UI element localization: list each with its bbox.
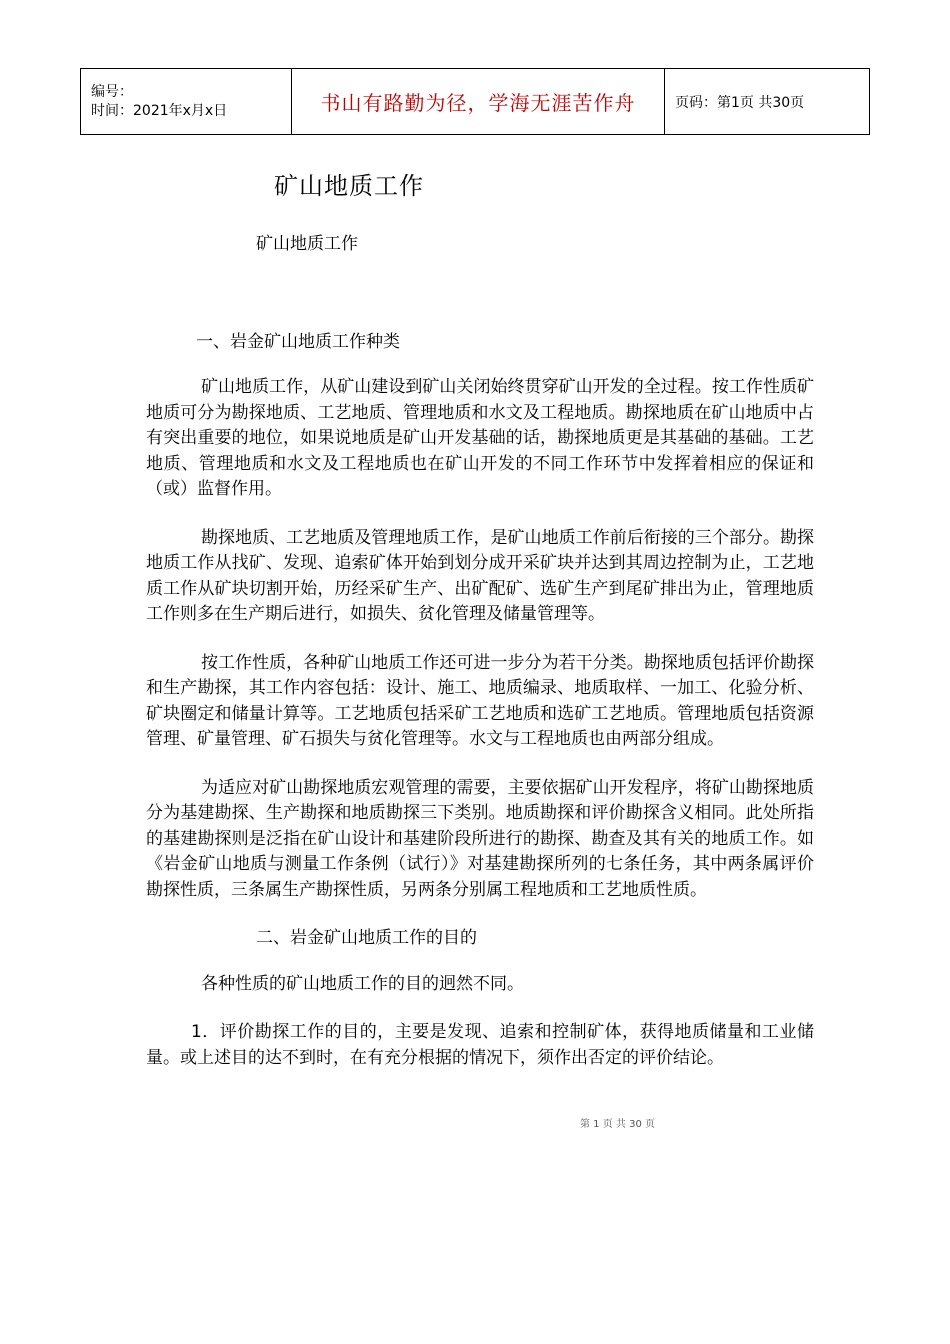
header-page-cell (665, 69, 870, 135)
header-table (80, 68, 870, 135)
document-title: 矿山地质工作 (274, 172, 424, 200)
paragraph-4: 为适应对矿山勘探地质宏观管理的需要，主要依据矿山开发程序，将矿山勘探地质分为基建勘探、生产勘探和地质勘探三下类别。地质勘探和评价勘探含义相同。此处所指的基建勘探则是泛指在矿山设计和基建阶段所进行的勘探、勘查及其有关的地质工作。如《岩金矿山地质与测量工作条例（试行）》对基建勘探所列的七条任务，其中两条属评价勘探性质，三条属生产勘探性质，另两条分别属工程地质和工艺地质性质。 (146, 777, 814, 900)
paragraph-2: 勘探地质、工艺地质及管理地质工作，是矿山地质工作前后衔接的三个部分。勘探地质工作从找矿、发现、追索矿体开始到划分成开采矿块并达到其周边控制为止，工艺地质工作从矿块切割开始，历经采矿生产、出矿配矿、选矿生产到尾矿排出为止，管理地质工作则多在生产期后进行，如损失、贫化管理及储量管理等。 (146, 527, 814, 624)
document-body (146, 232, 814, 1094)
page-info: 页码：第1页 共30页 (675, 94, 805, 111)
paragraph-5: 各种性质的矿山地质工作的目的迥然不同。 (201, 973, 524, 994)
paragraph-1: 矿山地质工作，从矿山建设到矿山关闭始终贯穿矿山开发的全过程。按工作性质矿地质可分为勘探地质、工艺地质、管理地质和水文及工程地质。勘探地质在矿山地质中占有突出重要的地位，如果说地质是矿山开发基础的话，勘探地质更是其基础的基础。工艺地质、管理地质和水文及工程地质也在矿山开发的不同工作环节中发挥着相应的保证和（或）监督作用。 (146, 377, 814, 499)
section-heading-2: 二、岩金矿山地质工作的目的 (256, 928, 477, 948)
document-subtitle: 矿山地质工作 (256, 234, 358, 254)
paragraph-6: 1．评价勘探工作的目的，主要是发现、追索和控制矿体，获得地质储量和工业储量。或上述目的达不到时，在有充分根据的情况下，须作出否定的评价结论。 (146, 1022, 814, 1068)
paragraph-3: 按工作性质，各种矿山地质工作还可进一步分为若干分类。勘探地质包括评价勘探和生产勘探，其工作内容包括：设计、施工、地质编录、地质取样、一加工、化验分析、矿块圈定和储量计算等。工艺地质包括采矿工艺地质和选矿工艺地质。管理地质包括资源管理、矿量管理、矿石损失与贫化管理等。水文与工程地质也由两部分组成。 (146, 652, 814, 749)
time-label: 时间：2021年x月x日 (91, 102, 228, 119)
section-heading-1: 一、岩金矿山地质工作种类 (196, 331, 400, 352)
motto-text: 书山有路勤为径，学海无涯苦作舟 (320, 91, 636, 115)
header-meta-cell (81, 69, 292, 135)
number-label: 编号： (91, 83, 133, 100)
page-stamp: 第 1 页 共 30 页 (580, 1119, 655, 1130)
header-motto-cell (292, 69, 665, 135)
